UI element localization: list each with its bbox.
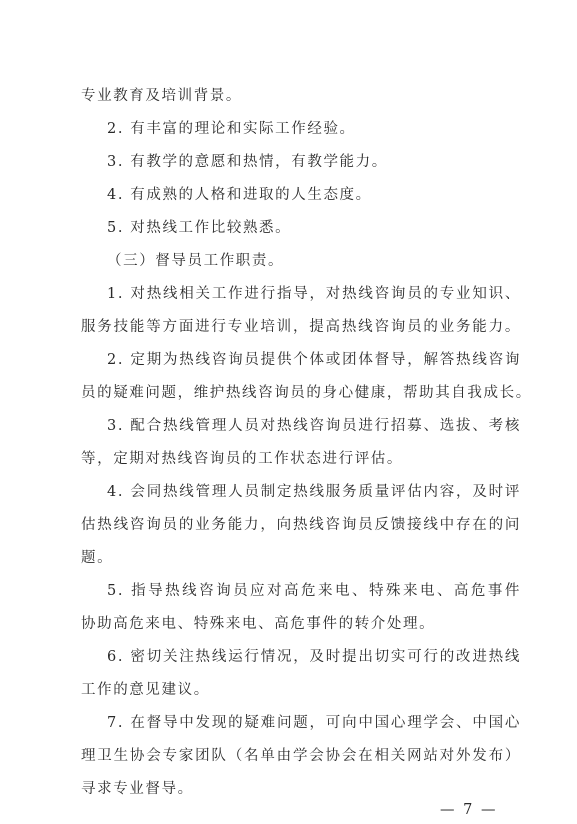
text-line-22: 寻求专业督导。 (81, 781, 194, 797)
text-line-21: 理卫生协会专家团队（名单由学会协会在相关网站对外发布） (81, 748, 521, 764)
text-line-1: 专业教育及培训背景。 (81, 88, 242, 104)
text-line-16: 5. 指导热线咨询员应对高危来电、特殊来电、高危事件 (107, 583, 521, 599)
text-line-4: 4. 有成熟的人格和进取的人生态度。 (107, 187, 372, 203)
text-line-11: 3. 配合热线管理人员对热线咨询员进行招募、选拔、考核 (107, 418, 521, 434)
text-line-3: 3. 有教学的意愿和热情，有教学能力。 (107, 154, 388, 170)
text-line-12: 等，定期对热线咨询员的工作状态进行评估。 (81, 451, 403, 467)
page-number: — 7 — (440, 802, 498, 818)
text-line-18: 6. 密切关注热线运行情况，及时提出切实可行的改进热线 (107, 649, 521, 665)
text-line-7: 1. 对热线相关工作进行指导，对热线咨询员的专业知识、 (107, 286, 521, 302)
text-line-15: 题。 (81, 550, 114, 566)
text-line-19: 工作的意见建议。 (81, 682, 210, 698)
text-line-5: 5. 对热线工作比较熟悉。 (107, 220, 292, 236)
text-line-17: 协助高危来电、特殊来电、高危事件的转介处理。 (81, 616, 436, 632)
text-line-2: 2. 有丰富的理论和实际工作经验。 (107, 121, 356, 137)
text-line-14: 估热线咨询员的业务能力，向热线咨询员反馈接线中存在的问 (81, 517, 521, 533)
text-line-20: 7. 在督导中发现的疑难问题，可向中国心理学会、中国心 (107, 715, 521, 731)
section-heading: （三）督导员工作职责。 (107, 253, 285, 269)
text-line-10: 员的疑难问题，维护热线咨询员的身心健康，帮助其自我成长。 (81, 385, 532, 401)
text-line-9: 2. 定期为热线咨询员提供个体或团体督导，解答热线咨询 (107, 352, 521, 368)
text-line-13: 4. 会同热线管理人员制定热线服务质量评估内容，及时评 (107, 484, 521, 500)
text-line-8: 服务技能等方面进行专业培训，提高热线咨询员的业务能力。 (81, 319, 521, 335)
